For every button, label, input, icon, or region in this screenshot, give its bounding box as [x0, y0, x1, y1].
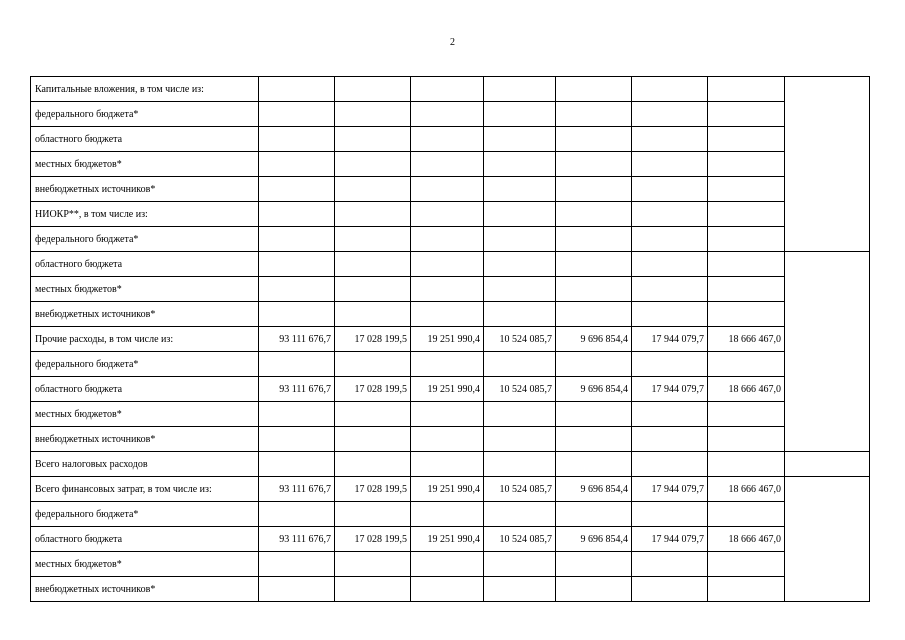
value-cell: [708, 577, 785, 602]
value-cell: [484, 252, 556, 277]
row-label: федерального бюджета*: [31, 502, 259, 527]
value-cell: [708, 127, 785, 152]
value-cell: 17 944 079,7: [632, 477, 708, 502]
value-cell: [411, 577, 484, 602]
value-cell: 10 524 085,7: [484, 377, 556, 402]
table-row: [31, 452, 870, 477]
value-cell: [259, 427, 335, 452]
value-cell: [335, 352, 411, 377]
value-cell: [335, 227, 411, 252]
value-cell: [411, 252, 484, 277]
table-row: [31, 277, 870, 302]
table-row: [31, 302, 870, 327]
value-cell: 19 251 990,4: [411, 527, 484, 552]
value-cell: [411, 277, 484, 302]
value-cell: [259, 277, 335, 302]
row-label: внебюджетных источников*: [31, 577, 259, 602]
value-cell: [632, 427, 708, 452]
value-cell: [411, 452, 484, 477]
value-cell: [259, 452, 335, 477]
value-cell: [335, 502, 411, 527]
value-cell: [632, 552, 708, 577]
value-cell: [411, 77, 484, 102]
value-cell: [632, 577, 708, 602]
value-cell: [708, 502, 785, 527]
value-cell: [556, 552, 632, 577]
table-row: [31, 477, 870, 502]
row-label: Прочие расходы, в том числе из:: [31, 327, 259, 352]
page-number: 2: [450, 37, 455, 48]
table-row: [31, 102, 870, 127]
table-row: [31, 327, 870, 352]
merged-cell: [785, 77, 870, 252]
value-cell: [335, 427, 411, 452]
value-cell: [259, 102, 335, 127]
row-label: федерального бюджета*: [31, 352, 259, 377]
value-cell: [632, 452, 708, 477]
value-cell: [708, 202, 785, 227]
value-cell: [484, 277, 556, 302]
table-row: [31, 577, 870, 602]
value-cell: [335, 152, 411, 177]
value-cell: [632, 227, 708, 252]
table-row: [31, 352, 870, 377]
value-cell: [632, 352, 708, 377]
value-cell: [632, 202, 708, 227]
value-cell: [411, 202, 484, 227]
value-cell: [259, 252, 335, 277]
value-cell: 93 111 676,7: [259, 377, 335, 402]
value-cell: 17 028 199,5: [335, 477, 411, 502]
value-cell: [335, 552, 411, 577]
value-cell: 17 944 079,7: [632, 377, 708, 402]
value-cell: [556, 202, 632, 227]
row-label: внебюджетных источников*: [31, 427, 259, 452]
value-cell: [411, 302, 484, 327]
value-cell: [632, 302, 708, 327]
value-cell: [708, 77, 785, 102]
value-cell: 18 666 467,0: [708, 527, 785, 552]
value-cell: [556, 427, 632, 452]
row-label: внебюджетных источников*: [31, 177, 259, 202]
value-cell: [411, 127, 484, 152]
value-cell: [335, 402, 411, 427]
value-cell: [259, 352, 335, 377]
table-row: [31, 202, 870, 227]
value-cell: [335, 77, 411, 102]
value-cell: [632, 252, 708, 277]
value-cell: [259, 202, 335, 227]
value-cell: [484, 402, 556, 427]
value-cell: [556, 502, 632, 527]
value-cell: [556, 152, 632, 177]
value-cell: 17 944 079,7: [632, 527, 708, 552]
value-cell: [484, 552, 556, 577]
row-label: областного бюджета: [31, 377, 259, 402]
value-cell: [708, 152, 785, 177]
value-cell: [335, 452, 411, 477]
value-cell: [335, 102, 411, 127]
value-cell: 19 251 990,4: [411, 377, 484, 402]
table-row: [31, 77, 870, 102]
value-cell: [411, 227, 484, 252]
value-cell: [708, 402, 785, 427]
value-cell: [259, 402, 335, 427]
value-cell: [556, 402, 632, 427]
value-cell: [708, 302, 785, 327]
value-cell: 10 524 085,7: [484, 327, 556, 352]
value-cell: [335, 127, 411, 152]
table-row: [31, 402, 870, 427]
value-cell: [556, 77, 632, 102]
value-cell: [632, 102, 708, 127]
value-cell: 17 944 079,7: [632, 327, 708, 352]
value-cell: 9 696 854,4: [556, 477, 632, 502]
row-label: областного бюджета: [31, 527, 259, 552]
value-cell: [708, 227, 785, 252]
table-row: [31, 227, 870, 252]
value-cell: [484, 152, 556, 177]
row-label: внебюджетных источников*: [31, 302, 259, 327]
table-row: [31, 177, 870, 202]
table-row: [31, 377, 870, 402]
value-cell: 17 028 199,5: [335, 377, 411, 402]
value-cell: [335, 302, 411, 327]
value-cell: [411, 552, 484, 577]
value-cell: 93 111 676,7: [259, 527, 335, 552]
value-cell: [335, 202, 411, 227]
value-cell: [259, 302, 335, 327]
row-label: местных бюджетов*: [31, 552, 259, 577]
value-cell: [556, 352, 632, 377]
value-cell: [259, 552, 335, 577]
value-cell: [484, 102, 556, 127]
value-cell: [411, 177, 484, 202]
value-cell: [411, 502, 484, 527]
merged-cell: [785, 252, 870, 452]
value-cell: [556, 452, 632, 477]
value-cell: [259, 502, 335, 527]
value-cell: 93 111 676,7: [259, 327, 335, 352]
value-cell: [632, 127, 708, 152]
value-cell: [556, 177, 632, 202]
row-label: местных бюджетов*: [31, 152, 259, 177]
value-cell: [411, 352, 484, 377]
row-label: областного бюджета: [31, 127, 259, 152]
value-cell: [259, 152, 335, 177]
value-cell: 17 028 199,5: [335, 327, 411, 352]
table-row: [31, 127, 870, 152]
value-cell: [632, 152, 708, 177]
value-cell: [556, 577, 632, 602]
value-cell: [632, 277, 708, 302]
value-cell: [556, 302, 632, 327]
table-row: [31, 502, 870, 527]
value-cell: [708, 452, 785, 477]
value-cell: [708, 352, 785, 377]
value-cell: [708, 102, 785, 127]
table-row: [31, 552, 870, 577]
value-cell: [484, 427, 556, 452]
value-cell: [335, 177, 411, 202]
row-label: областного бюджета: [31, 252, 259, 277]
value-cell: [632, 177, 708, 202]
value-cell: [335, 277, 411, 302]
value-cell: [484, 302, 556, 327]
value-cell: [484, 127, 556, 152]
row-label: федерального бюджета*: [31, 102, 259, 127]
table-row: [31, 252, 870, 277]
value-cell: 17 028 199,5: [335, 527, 411, 552]
value-cell: [632, 77, 708, 102]
value-cell: [335, 577, 411, 602]
value-cell: [411, 152, 484, 177]
value-cell: 18 666 467,0: [708, 477, 785, 502]
row-label: Всего налоговых расходов: [31, 452, 259, 477]
value-cell: [556, 227, 632, 252]
table-row: [31, 152, 870, 177]
value-cell: 9 696 854,4: [556, 327, 632, 352]
value-cell: 18 666 467,0: [708, 377, 785, 402]
value-cell: [484, 177, 556, 202]
value-cell: [708, 552, 785, 577]
financing-table: [30, 76, 870, 602]
value-cell: [708, 277, 785, 302]
value-cell: 9 696 854,4: [556, 527, 632, 552]
value-cell: [708, 252, 785, 277]
value-cell: [259, 577, 335, 602]
value-cell: [411, 427, 484, 452]
value-cell: [484, 352, 556, 377]
value-cell: [632, 402, 708, 427]
row-label: Капитальные вложения, в том числе из:: [31, 77, 259, 102]
value-cell: [484, 202, 556, 227]
table-row: [31, 527, 870, 552]
value-cell: [259, 177, 335, 202]
value-cell: 19 251 990,4: [411, 327, 484, 352]
value-cell: [632, 502, 708, 527]
value-cell: 18 666 467,0: [708, 327, 785, 352]
merged-cell: [785, 452, 870, 477]
value-cell: 10 524 085,7: [484, 477, 556, 502]
value-cell: [708, 427, 785, 452]
value-cell: [484, 452, 556, 477]
value-cell: [411, 402, 484, 427]
value-cell: [708, 177, 785, 202]
merged-cell: [785, 477, 870, 602]
value-cell: [556, 127, 632, 152]
value-cell: 10 524 085,7: [484, 527, 556, 552]
value-cell: [259, 127, 335, 152]
value-cell: 93 111 676,7: [259, 477, 335, 502]
value-cell: [411, 102, 484, 127]
value-cell: 9 696 854,4: [556, 377, 632, 402]
row-label: Всего финансовых затрат, в том числе из:: [31, 477, 259, 502]
row-label: НИОКР**, в том числе из:: [31, 202, 259, 227]
value-cell: [259, 227, 335, 252]
row-label: местных бюджетов*: [31, 277, 259, 302]
value-cell: [259, 77, 335, 102]
row-label: федерального бюджета*: [31, 227, 259, 252]
value-cell: [484, 77, 556, 102]
value-cell: [556, 277, 632, 302]
value-cell: [484, 502, 556, 527]
value-cell: 19 251 990,4: [411, 477, 484, 502]
value-cell: [556, 102, 632, 127]
row-label: местных бюджетов*: [31, 402, 259, 427]
value-cell: [556, 252, 632, 277]
value-cell: [484, 577, 556, 602]
value-cell: [335, 252, 411, 277]
table-row: [31, 427, 870, 452]
value-cell: [484, 227, 556, 252]
